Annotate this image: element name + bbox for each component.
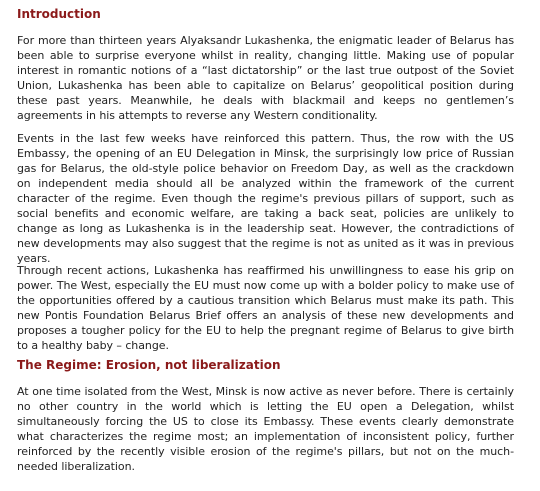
paragraph-intro-1: For more than thirteen years Alyaksandr Lukashenka, the enigmatic leader of Belarus has been able to surprise everyone whilst in reality, changing little. Making use of popular interest in romantic notions of a “last dictatorship” or the last true outpost of the Soviet Union, Lukashenka has been able to capitalize on Belarus’ geopolitical position during these past years. Meanwhile, he deals with blackmail and keeps no gentlemen’s agreements in his attempts to reverse any Western conditionality. xyxy=(17,34,514,122)
paragraph-intro-3: Through recent actions, Lukashenka has reaffirmed his unwillingness to ease his grip on power. The West, especially the EU must now come up with a bolder policy to make use of the opportunities offered by a cautious transition which Belarus must make its path. This new Pontis Foundation Belarus Brief offers an analysis of these new developments and proposes a tougher policy for the EU to help the pregnant regime of Belarus to give birth to a healthy baby – change. xyxy=(17,264,514,352)
section-heading-regime: The Regime: Erosion, not liberalization xyxy=(17,358,281,372)
section-heading-introduction: Introduction xyxy=(17,7,101,21)
paragraph-intro-2: Events in the last few weeks have reinforced this pattern. Thus, the row with the US Embassy, the opening of an EU Delegation in Minsk, the surprisingly low price of Russian gas for Belarus, the old-style police behavior on Freedom Day, as well as the crackdown on independent media should all be analyzed within the framework of the current character of the regime. Even though the regime's previous pillars of support, such as social benefits and economic welfare, are taking a back seat, policies are unlikely to change as long as Lukashenka is in the leadership seat. However, the contradictions of new developments may also suggest that the regime is not as united as it was in previous years. xyxy=(17,132,514,265)
paragraph-regime-1: At one time isolated from the West, Minsk is now active as never before. There is certainly no other country in the world which is letting the EU open a Delegation, whilst simultaneously forcing the US to close its Embassy. These events clearly demonstrate what characterizes the regime most; an implementation of inconsistent policy, further reinforced by the recently visible erosion of the regime's pillars, but not on the much-needed liberalization. xyxy=(17,385,514,473)
